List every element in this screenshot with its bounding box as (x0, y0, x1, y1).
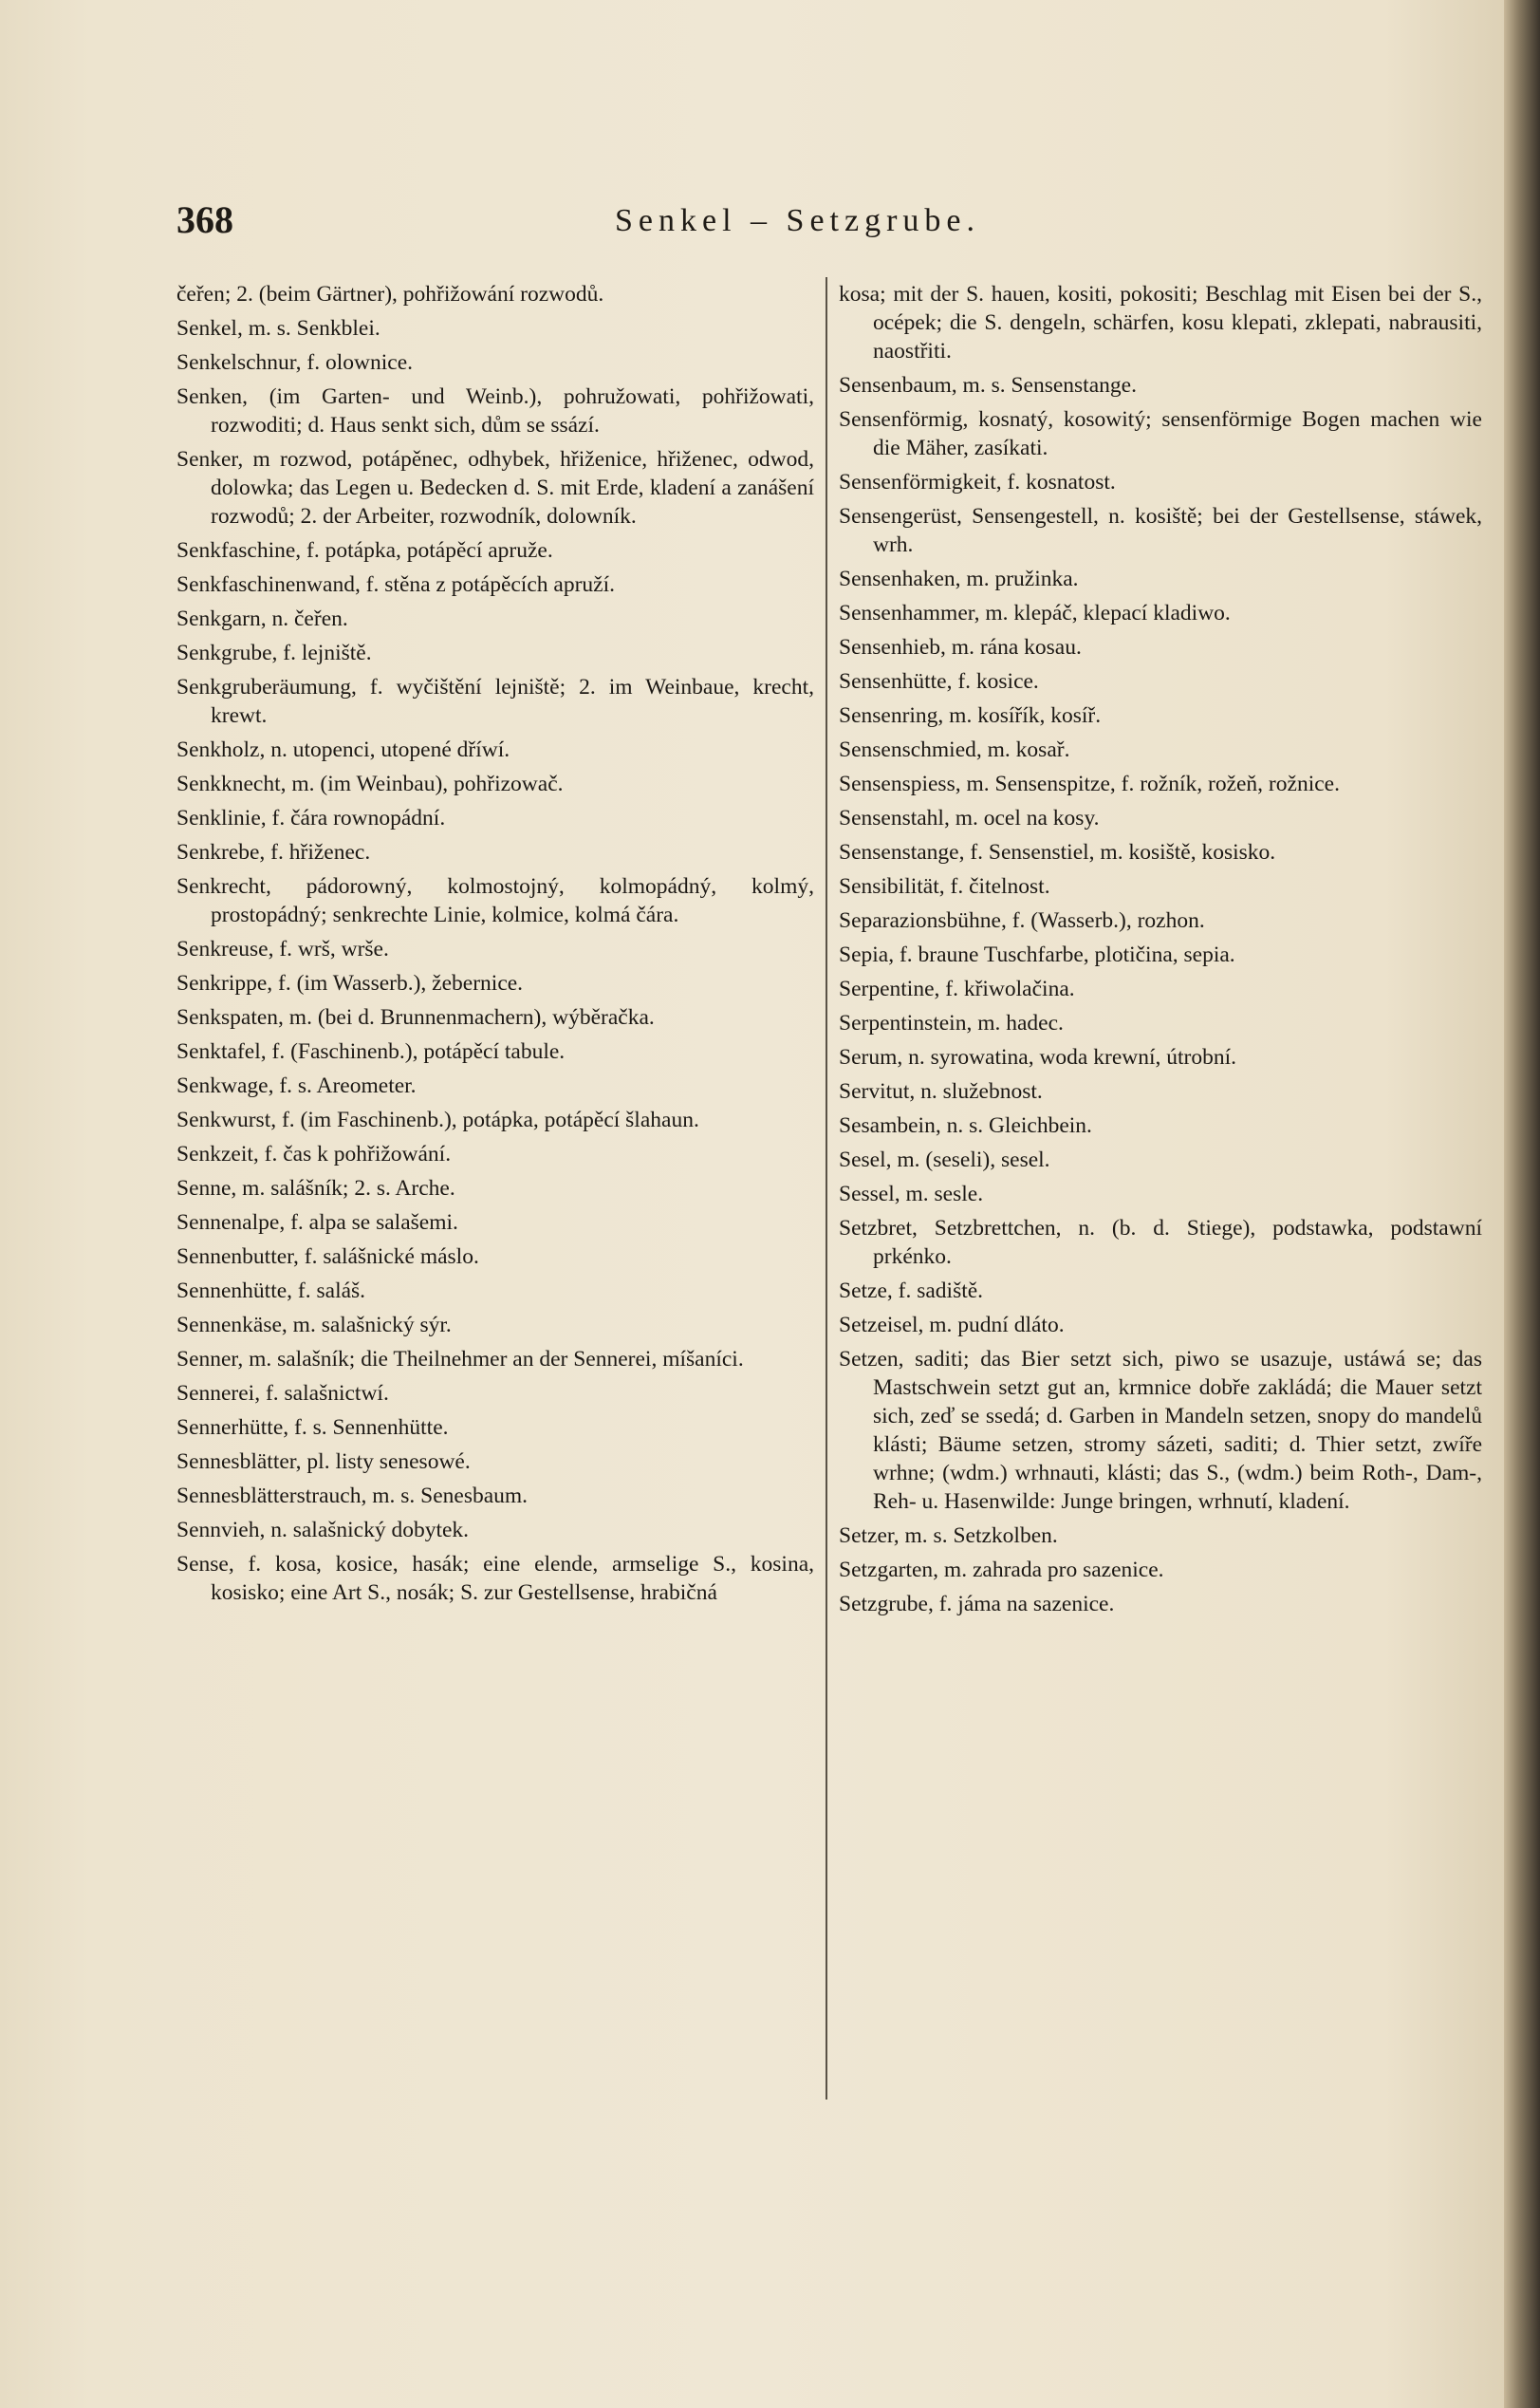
dictionary-entry: Senkgarn, n. čeřen. (176, 607, 348, 631)
dictionary-entry: Senkfaschine, f. potápka, potápěcí apruže. (176, 538, 553, 563)
dictionary-entry: Sensenförmig, kosnatý, kosowitý; sensenförmige Bogen machen wie die Mäher, zasíkati. (839, 407, 1482, 460)
running-head: Senkel – Setzgrube. (615, 203, 980, 238)
dictionary-entry: Sensenförmigkeit, f. kosnatost. (839, 470, 1116, 495)
dictionary-entry: Senkreuse, f. wrš, wrše. (176, 937, 389, 961)
page-header (176, 197, 1467, 264)
book-spine-edge (1504, 0, 1540, 2408)
dictionary-entry: Sensenhammer, m. klepáč, klepací kladiwo. (839, 601, 1231, 625)
dictionary-entry: Setzbret, Setzbrettchen, n. (b. d. Stiege), podstawka, podstawní prkénko. (839, 1216, 1482, 1269)
dictionary-entry: Serum, n. syrowatina, woda krewní, útrobní. (839, 1045, 1237, 1070)
dictionary-entry: Senken, (im Garten- und Weinb.), pohružowati, pohřižowati, rozwoditi; d. Haus senkt sich, dům se ssází. (176, 384, 814, 438)
dictionary-entry: Sennenalpe, f. alpa se salašemi. (176, 1210, 458, 1235)
page-number: 368 (176, 198, 233, 241)
dictionary-entry: Senktafel, f. (Faschinenb.), potápěcí tabule. (176, 1039, 566, 1064)
dictionary-entry: Sennerhütte, f. s. Sennenhütte. (176, 1415, 449, 1440)
dictionary-entry: Senkknecht, m. (im Weinbau), pohřizowač. (176, 772, 564, 796)
dictionary-entry: Sensenbaum, m. s. Sensenstange. (839, 373, 1137, 398)
dictionary-entry: Senkspaten, m. (bei d. Brunnenmachern), wýběračka. (176, 1005, 655, 1030)
dictionary-entry: Sensenschmied, m. kosař. (839, 737, 1070, 762)
dictionary-entry: Sensengerüst, Sensengestell, n. kosiště; bei der Gestellsense, stáwek, wrh. (839, 504, 1482, 557)
dictionary-entry: Senner, m. salašník; die Theilnehmer an der Sennerei, míšaníci. (176, 1347, 744, 1372)
dictionary-entry: Senkrecht, pádorowný, kolmostojný, kolmopádný, kolmý, prostopádný; senkrechte Linie, kolmice, kolmá čára. (176, 874, 814, 927)
dictionary-entry: Senkel, m. s. Senkblei. (176, 316, 380, 341)
dictionary-entry: Sennerei, f. salašnictwí. (176, 1381, 389, 1406)
dictionary-entry: Sensenhütte, f. kosice. (839, 669, 1039, 694)
dictionary-entry: Setzer, m. s. Setzkolben. (839, 1523, 1058, 1548)
dictionary-entry: Senkelschnur, f. olownice. (176, 350, 414, 375)
dictionary-entry: Sennvieh, n. salašnický dobytek. (176, 1518, 470, 1542)
dictionary-entry: Sensenhaken, m. pružinka. (839, 567, 1079, 591)
dictionary-entry: Sennesblätter, pl. listy senesowé. (176, 1449, 471, 1474)
dictionary-entry: Sennesblätterstrauch, m. s. Senesbaum. (176, 1484, 529, 1508)
dictionary-entry: Sennenbutter, f. salášnické máslo. (176, 1244, 479, 1269)
dictionary-entry: Sepia, f. braune Tuschfarbe, plotičina, sepia. (839, 943, 1235, 967)
dictionary-entry: Sensibilität, f. čitelnost. (839, 874, 1050, 899)
dictionary-entry: Sensenring, m. kosířík, kosíř. (839, 703, 1102, 728)
dictionary-entry: Sensenhieb, m. rána kosau. (839, 635, 1082, 660)
dictionary-entry: Senne, m. salášník; 2. s. Arche. (176, 1176, 455, 1201)
dictionary-entry: kosa; mit der S. hauen, kositi, pokositi; Beschlag mit Eisen bei der S., océpek; die S. dengeln, schärfen, kosu klepati, zklepati, nabrausiti, naostřiti. (839, 282, 1482, 364)
dictionary-entry: Sense, f. kosa, kosice, hasák; eine elende, armselige S., kosina, kosisko; eine Art S., nosák; S. zur Gestellsense, hrabičná (176, 1552, 814, 1605)
dictionary-entry: Sennenkäse, m. salašnický sýr. (176, 1313, 452, 1337)
dictionary-entry: Sessel, m. sesle. (839, 1182, 984, 1206)
dictionary-entry: Senker, m rozwod, potápěnec, odhybek, hřiženice, hřiženec, odwod, dolowka; das Legen u. Bedecken d. S. mit Erde, kladení a zanášení rozwodů; 2. der Arbeiter, rozwodník, dolowník. (176, 447, 814, 529)
dictionary-entry: Servitut, n. služebnost. (839, 1079, 1043, 1104)
dictionary-entry: Senkgrube, f. lejniště. (176, 641, 372, 665)
dictionary-entry: Setze, f. sadiště. (839, 1279, 984, 1303)
dictionary-entry: Serpentinstein, m. hadec. (839, 1011, 1064, 1036)
dictionary-entry: Serpentine, f. křiwolačina. (839, 977, 1075, 1001)
dictionary-entry: Senkholz, n. utopenci, utopené dříwí. (176, 737, 510, 762)
dictionary-entry: Setzeisel, m. pudní dláto. (839, 1313, 1065, 1337)
dictionary-entry: Setzgrube, f. jáma na sazenice. (839, 1592, 1115, 1616)
dictionary-entry: Setzen, saditi; das Bier setzt sich, piwo se usazuje, ustáwá se; das Mastschwein setzt gut an, krmnice dobře zakládá; die Mauer setzt sich, zeď se ssedá; d. Garben in Mandeln setzen, snopy do mandelů klásti; Bäume setzen, stromy sázeti, saditi; d. Thier setzt, zwíře wrhne; (wdm.) wrhnauti, klásti; das S., (wdm.) beim Roth-, Dam-, Reh- u. Hasenwilde: Junge bringen, wrhnutí, kladení. (839, 1347, 1482, 1514)
dictionary-entry: Senkgruberäumung, f. wyčištění lejniště; 2. im Weinbaue, krecht, krewt. (176, 675, 814, 728)
dictionary-entry: Senkzeit, f. čas k pohřižowání. (176, 1142, 452, 1167)
dictionary-entry: čeřen; 2. (beim Gärtner), pohřižowání rozwodů. (176, 282, 604, 307)
dictionary-entry: Senkwurst, f. (im Faschinenb.), potápka, potápěcí šlahaun. (176, 1108, 699, 1132)
dictionary-entry: Sensenstange, f. Sensenstiel, m. kosiště, kosisko. (839, 840, 1276, 865)
dictionary-entry: Sensenstahl, m. ocel na kosy. (839, 806, 1100, 831)
left-column (176, 280, 814, 1613)
dictionary-entry: Senklinie, f. čára rownopádní. (176, 806, 446, 831)
dictionary-entry: Senkrebe, f. hřiženec. (176, 840, 371, 865)
dictionary-entry: Senkrippe, f. (im Wasserb.), žebernice. (176, 971, 524, 996)
dictionary-entry: Senkfaschinenwand, f. stěna z potápěcích apruží. (176, 572, 615, 597)
dictionary-entry: Setzgarten, m. zahrada pro sazenice. (839, 1558, 1164, 1582)
dictionary-entry: Sensenspiess, m. Sensenspitze, f. rožník, rožeň, rožnice. (839, 772, 1340, 796)
dictionary-entry: Sesel, m. (seseli), sesel. (839, 1148, 1050, 1172)
dictionary-entry: Senkwage, f. s. Areometer. (176, 1073, 417, 1098)
dictionary-entry: Sesambein, n. s. Gleichbein. (839, 1113, 1092, 1138)
right-column (839, 280, 1482, 1624)
dictionary-entry: Sennenhütte, f. saláš. (176, 1279, 366, 1303)
column-divider (826, 277, 827, 2100)
dictionary-entry: Separazionsbühne, f. (Wasserb.), rozhon. (839, 908, 1205, 933)
